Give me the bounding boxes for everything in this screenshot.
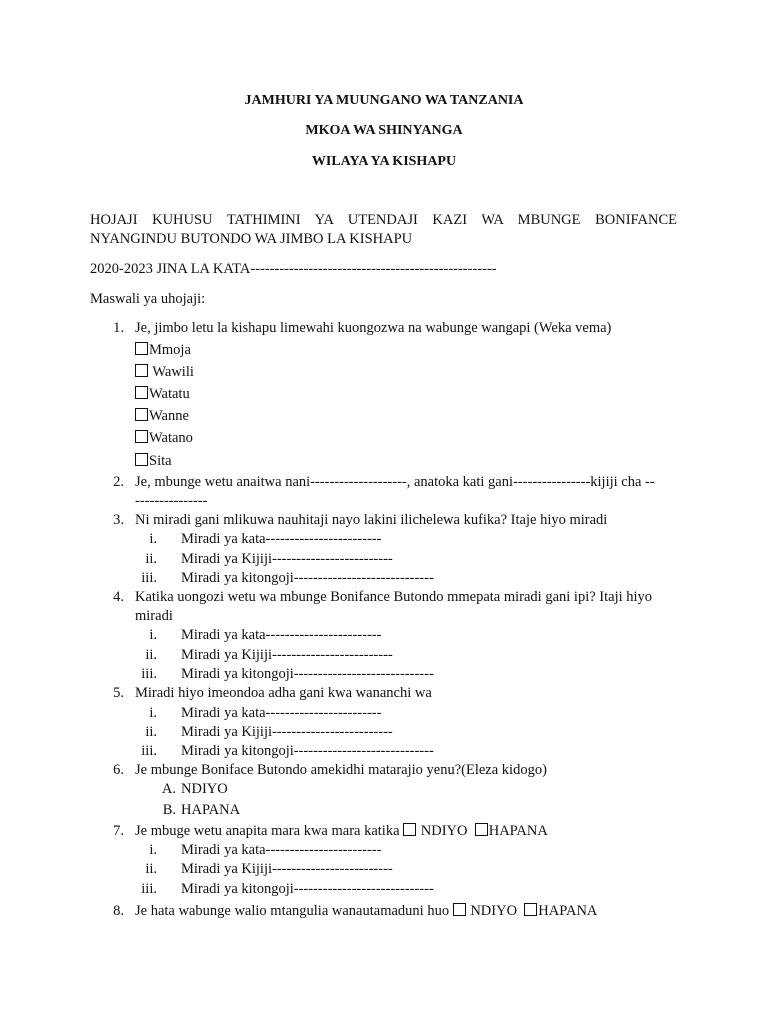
q1-option[interactable]: Sita bbox=[135, 453, 172, 470]
q4-number: 4. bbox=[113, 589, 124, 605]
sub-item-number: ii. bbox=[145, 861, 157, 877]
checkbox-icon[interactable] bbox=[135, 408, 148, 421]
intro-text: Maswali ya uhojaji: bbox=[90, 291, 206, 307]
checkbox-icon[interactable] bbox=[475, 823, 488, 836]
q5-number: 5. bbox=[113, 685, 124, 701]
q7-no-label: HAPANA bbox=[488, 823, 548, 839]
document-title-line2: NYANGINDU BUTONDO WA JIMBO LA KISHAPU bbox=[90, 231, 413, 247]
sub-item-text: Miradi ya kata------------------------ bbox=[181, 627, 382, 643]
sub-item-text: Miradi ya kitongoji----------------------------- bbox=[181, 570, 434, 586]
checkbox-icon[interactable] bbox=[135, 453, 148, 466]
q8-yes-label: NDIYO bbox=[466, 903, 518, 919]
sub-item-text: Miradi ya Kijiji------------------------- bbox=[181, 861, 393, 877]
header-republic: JAMHURI YA MUUNGANO WA TANZANIA bbox=[244, 93, 524, 108]
q8-no-label: HAPANA bbox=[538, 903, 598, 919]
sub-item-number: i. bbox=[149, 842, 157, 858]
q1-number: 1. bbox=[113, 320, 124, 336]
sub-item-number: i. bbox=[149, 531, 157, 547]
q2-text-line1: Je, mbunge wetu anaitwa nani--------------------, anatoka kati gani----------------kijiji cha -- bbox=[135, 474, 655, 490]
q6-number: 6. bbox=[113, 762, 124, 778]
q3-text: Ni miradi gani mlikuwa nauhitaji nayo lakini ilichelewa kufika? Itaje hiyo miradi bbox=[135, 512, 608, 528]
sub-item-text: Miradi ya kata------------------------ bbox=[181, 842, 382, 858]
answer-no[interactable]: HAPANA bbox=[181, 802, 241, 818]
answer-yes[interactable]: NDIYO bbox=[181, 781, 228, 797]
q5-text: Miradi hiyo imeondoa adha gani kwa wananchi wa bbox=[135, 685, 432, 701]
year-ward-line: 2020-2023 JINA LA KATA--------------------------------------------------- bbox=[90, 261, 497, 277]
checkbox-icon[interactable] bbox=[135, 430, 148, 443]
sub-item-number: iii. bbox=[141, 666, 157, 682]
q7-number: 7. bbox=[113, 823, 124, 839]
answer-letter: A. bbox=[161, 781, 176, 797]
sub-item-number: iii. bbox=[141, 570, 157, 586]
sub-item-text: Miradi ya Kijiji------------------------- bbox=[181, 647, 393, 663]
q8-line bbox=[135, 903, 597, 920]
q6-text: Je mbunge Boniface Butondo amekidhi matarajio yenu?(Eleza kidogo) bbox=[135, 762, 547, 778]
q8-text: Je hata wabunge walio mtangulia wanautamaduni huo bbox=[135, 903, 450, 919]
sub-item-text: Miradi ya Kijiji------------------------- bbox=[181, 724, 393, 740]
sub-item-number: ii. bbox=[145, 724, 157, 740]
checkbox-icon[interactable] bbox=[453, 903, 466, 916]
q7-line bbox=[135, 823, 548, 840]
q1-option[interactable]: Wanne bbox=[135, 408, 189, 425]
sub-item-text: Miradi ya kata------------------------ bbox=[181, 531, 382, 547]
q3-number: 3. bbox=[113, 512, 124, 528]
q4-text-line2: miradi bbox=[135, 608, 173, 624]
sub-item-number: ii. bbox=[145, 551, 157, 567]
sub-item-number: iii. bbox=[141, 743, 157, 759]
sub-item-number: iii. bbox=[141, 881, 157, 897]
sub-item-text: Miradi ya kitongoji----------------------------- bbox=[181, 666, 434, 682]
q4-text-line1: Katika uongozi wetu wa mbunge Bonifance Butondo mmepata miradi gani ipi? Itaji hiyo bbox=[135, 589, 653, 605]
q7-yes-label: NDIYO bbox=[417, 823, 468, 839]
q2-number: 2. bbox=[113, 474, 124, 490]
answer-letter: B. bbox=[162, 802, 176, 818]
sub-item-number: i. bbox=[149, 627, 157, 643]
q8-number: 8. bbox=[113, 903, 124, 919]
sub-item-text: Miradi ya kata------------------------ bbox=[181, 705, 382, 721]
q7-text: Je mbuge wetu anapita mara kwa mara katika bbox=[135, 823, 400, 839]
q2-text-line2: --------------- bbox=[135, 493, 208, 509]
sub-item-number: ii. bbox=[145, 647, 157, 663]
q1-option[interactable]: Watano bbox=[135, 430, 193, 447]
sub-item-text: Miradi ya Kijiji------------------------- bbox=[181, 551, 393, 567]
header-district: WILAYA YA KISHAPU bbox=[311, 154, 457, 169]
checkbox-icon[interactable] bbox=[403, 823, 416, 836]
checkbox-icon[interactable] bbox=[524, 903, 537, 916]
q1-option[interactable]: Watatu bbox=[135, 386, 190, 403]
sub-item-number: i. bbox=[149, 705, 157, 721]
document-title-line1: HOJAJI KUHUSU TATHIMINI YA UTENDAJI KAZI WA MBUNGE BONIFANCE bbox=[90, 212, 677, 228]
header-region: MKOA WA SHINYANGA bbox=[305, 123, 463, 138]
checkbox-icon[interactable] bbox=[135, 342, 148, 355]
q1-option[interactable]: Mmoja bbox=[135, 342, 191, 359]
q1-option[interactable]: Wawili bbox=[135, 364, 194, 381]
q1-text: Je, jimbo letu la kishapu limewahi kuongozwa na wabunge wangapi (Weka vema) bbox=[135, 320, 612, 336]
checkbox-icon[interactable] bbox=[135, 386, 148, 399]
checkbox-icon[interactable] bbox=[135, 364, 148, 377]
sub-item-text: Miradi ya kitongoji----------------------------- bbox=[181, 881, 434, 897]
sub-item-text: Miradi ya kitongoji----------------------------- bbox=[181, 743, 434, 759]
